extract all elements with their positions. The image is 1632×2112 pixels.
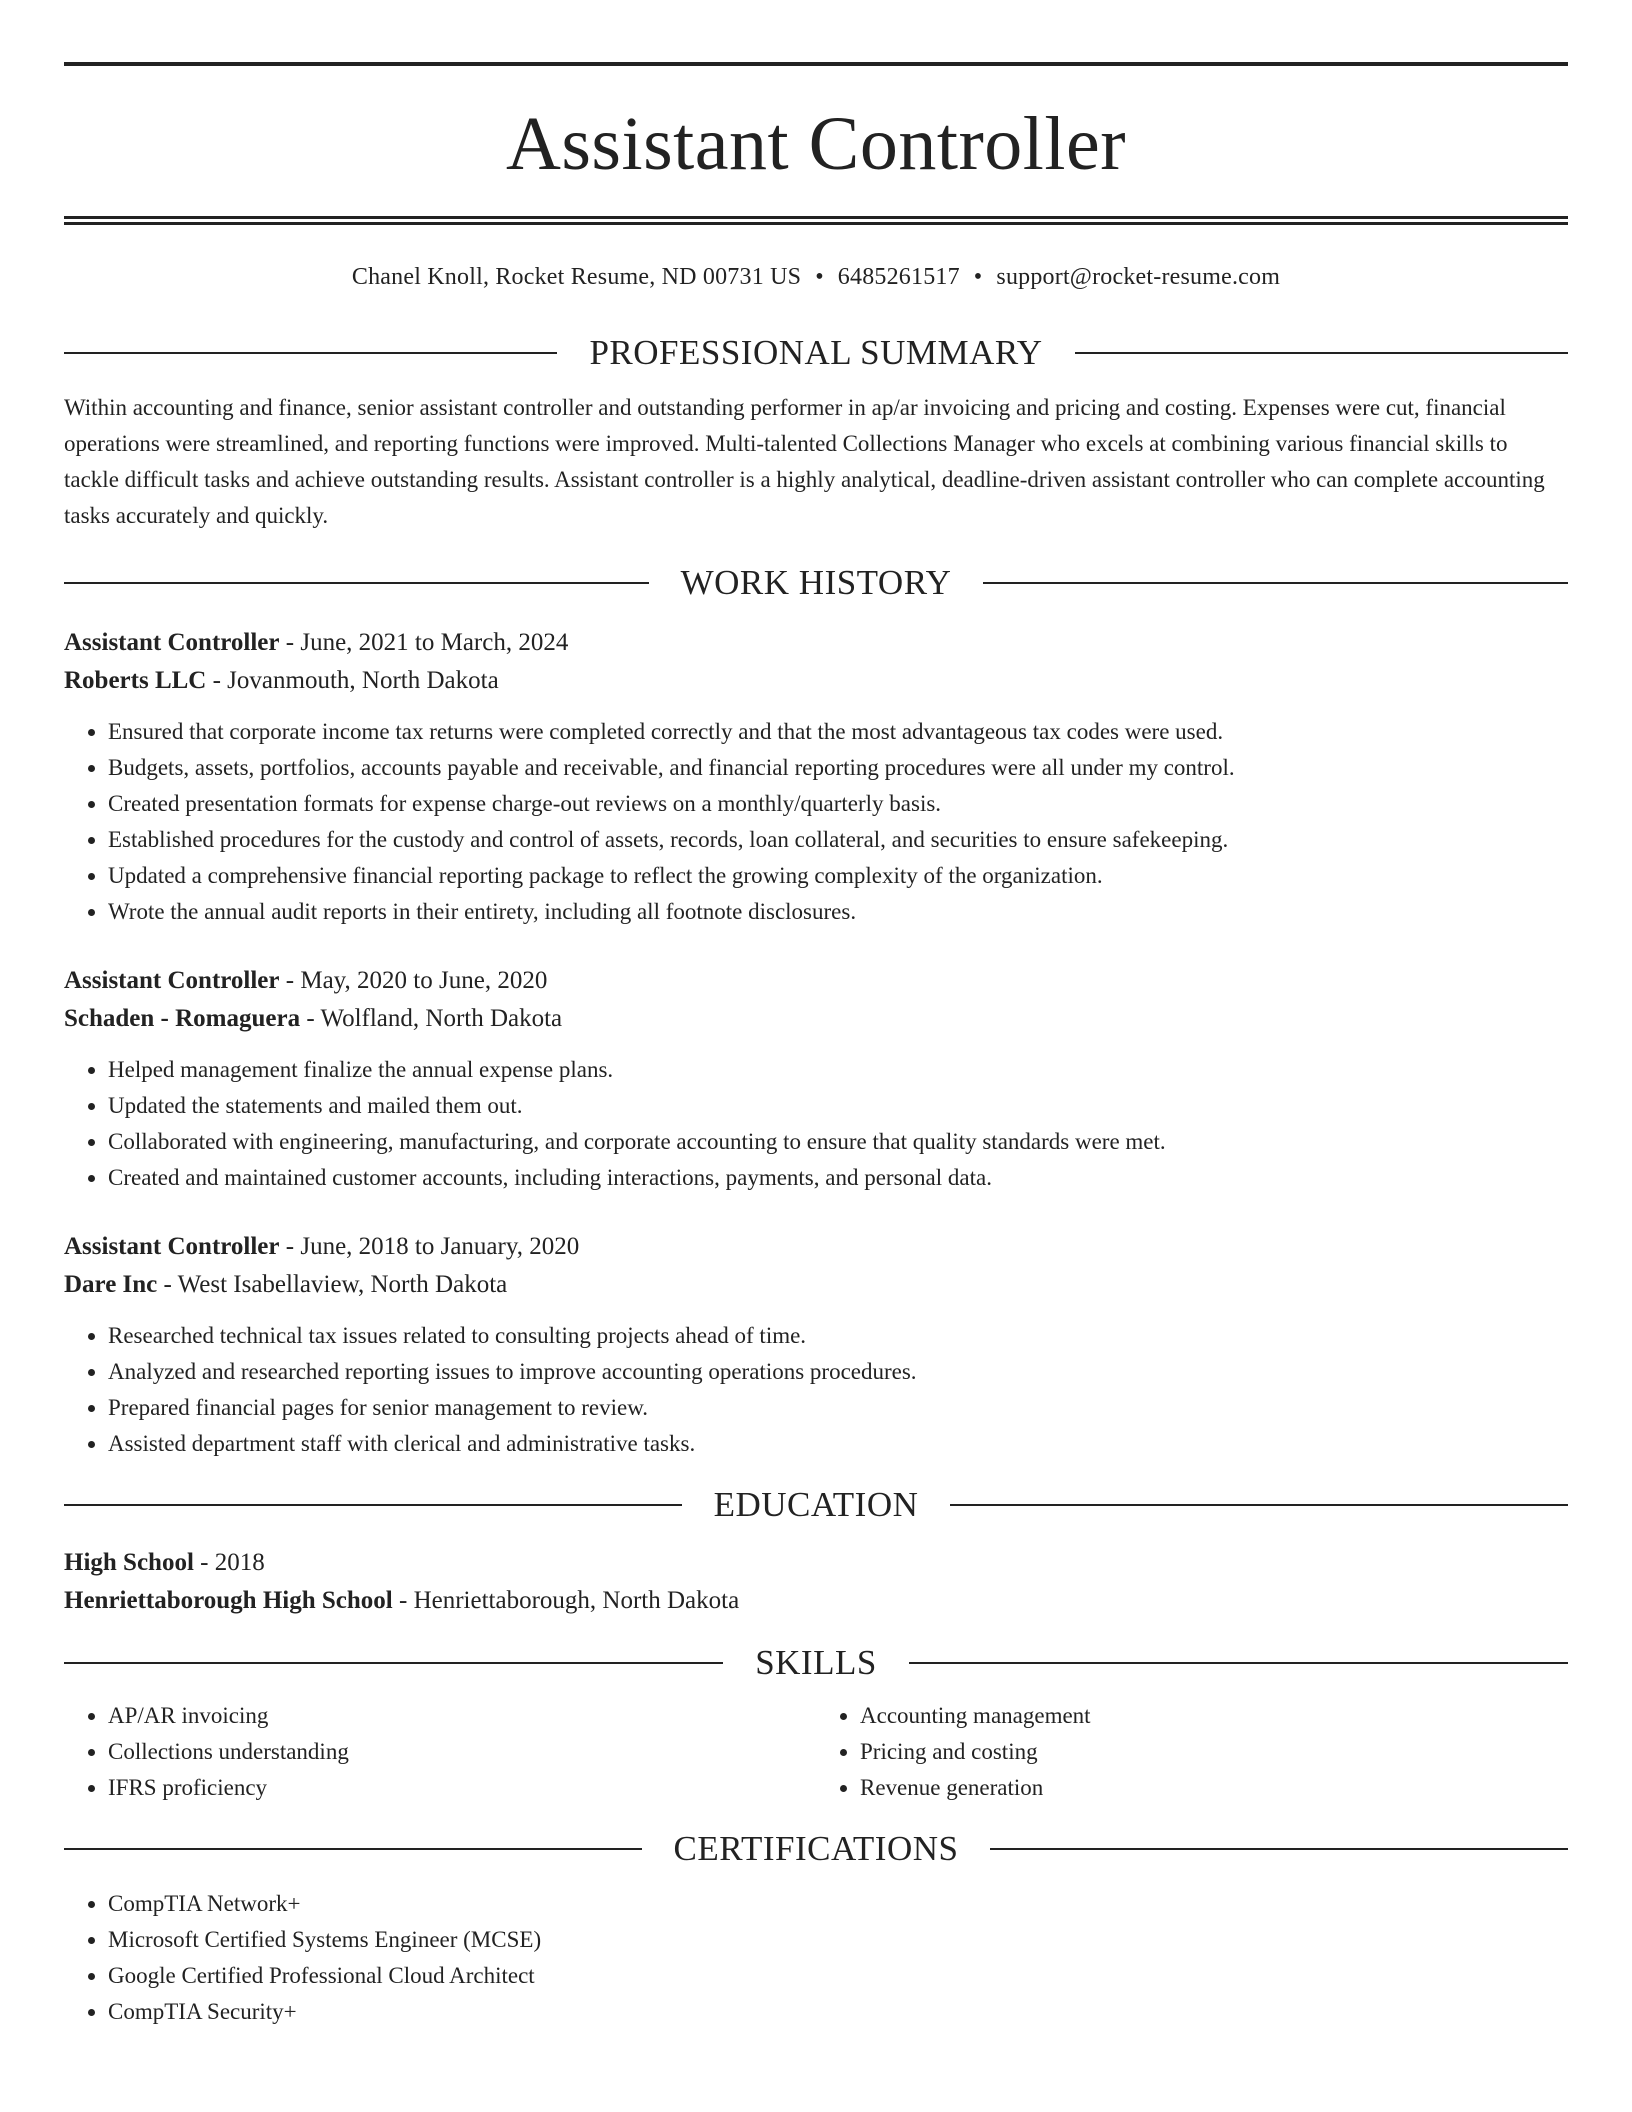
job-company: Schaden - Romaguera <box>64 1004 301 1032</box>
job-dates: - May, 2020 to June, 2020 <box>279 966 548 994</box>
job-bullets <box>64 1052 1568 1196</box>
skills-column-right <box>816 1698 1568 1806</box>
skill-item: • IFRS proficiency <box>108 1770 816 1806</box>
education-location: - Henriettaborough, North Dakota <box>392 1586 740 1614</box>
education-degree: High School <box>64 1548 194 1576</box>
education-degree-line <box>64 1544 1568 1582</box>
job-bullets <box>64 714 1568 930</box>
job-bullet: • Budgets, assets, portfolios, accounts payable and receivable, and financial reporting procedures were all under my control. <box>108 750 1568 786</box>
contact-line <box>64 263 1568 292</box>
contact-email: support@rocket-resume.com <box>996 264 1281 290</box>
job-company-line <box>64 1266 1568 1304</box>
job-dates: - June, 2021 to March, 2024 <box>279 628 569 656</box>
education-year: - 2018 <box>193 1548 265 1576</box>
certification-item: • CompTIA Network+ <box>108 1886 1568 1922</box>
job-location: - Wolfland, North Dakota <box>300 1004 563 1032</box>
summary-text: Within accounting and finance, senior assistant controller and outstanding performer in ap/ar invoicing and pricing and costing. Expenses were cut, financial operations were streamlined, and reporting functions were improved. Multi-talented Collections Manager who excels at combining various financial skills to tackle difficult tasks and achieve outstanding results. Assistant controller is a highly analytical, deadline-driven assistant controller who can complete accounting tasks accurately and quickly. <box>64 394 1545 528</box>
skill-item: • Revenue generation <box>860 1770 1568 1806</box>
resume-title: Assistant Controller <box>505 102 1127 186</box>
job-company: Roberts LLC <box>64 666 207 694</box>
job-title: Assistant Controller <box>64 966 280 994</box>
job-company: Dare Inc <box>64 1270 158 1298</box>
job-title-line <box>64 624 1568 662</box>
job-bullet: • Created presentation formats for expense charge-out reviews on a monthly/quarterly basis. <box>108 786 1568 822</box>
job-bullet: • Updated a comprehensive financial reporting package to reflect the growing complexity of the organization. <box>108 858 1568 894</box>
job-company-line <box>64 662 1568 700</box>
skill-item: • Pricing and costing <box>860 1734 1568 1770</box>
job-bullet: • Updated the statements and mailed them out. <box>108 1088 1568 1124</box>
job-bullet: • Helped management finalize the annual expense plans. <box>108 1052 1568 1088</box>
job-title: Assistant Controller <box>64 628 280 656</box>
job-title-line <box>64 1228 1568 1266</box>
job-title: Assistant Controller <box>64 1232 280 1260</box>
job-bullet: • Assisted department staff with clerical and administrative tasks. <box>108 1426 1568 1462</box>
certification-item: • Microsoft Certified Systems Engineer (MCSE) <box>108 1922 1568 1958</box>
contact-phone: 6485261517 <box>837 264 960 290</box>
summary-heading: PROFESSIONAL SUMMARY <box>64 332 1568 374</box>
job-entry <box>64 624 1568 930</box>
job-entry <box>64 962 1568 1196</box>
job-location: - West Isabellaview, North Dakota <box>157 1270 508 1298</box>
contact-separator: • <box>973 264 983 290</box>
job-dates: - June, 2018 to January, 2020 <box>279 1232 580 1260</box>
job-bullet: • Ensured that corporate income tax returns were completed correctly and that the most advantageous tax codes were used. <box>108 714 1568 750</box>
education-heading: EDUCATION <box>64 1484 1568 1526</box>
certifications-list <box>64 1886 1568 2030</box>
skill-item: • AP/AR invoicing <box>108 1698 816 1734</box>
contact-address: Chanel Knoll, Rocket Resume, ND 00731 US <box>351 264 802 290</box>
skills-heading: SKILLS <box>64 1642 1568 1684</box>
certifications-heading: CERTIFICATIONS <box>64 1828 1568 1870</box>
skills-grid <box>64 1698 1568 1806</box>
job-title-line <box>64 962 1568 1000</box>
skill-item: • Collections understanding <box>108 1734 816 1770</box>
title-double-rule <box>64 216 1568 225</box>
certification-item: • CompTIA Security+ <box>108 1994 1568 2030</box>
job-bullet: • Prepared financial pages for senior management to review. <box>108 1390 1568 1426</box>
job-bullet: • Created and maintained customer accounts, including interactions, payments, and personal data. <box>108 1160 1568 1196</box>
contact-separator: • <box>815 264 824 290</box>
job-location: - Jovanmouth, North Dakota <box>206 666 499 694</box>
education-school-line <box>64 1582 1568 1620</box>
job-bullets <box>64 1318 1568 1462</box>
skill-item: • Accounting management <box>860 1698 1568 1734</box>
job-bullet: • Researched technical tax issues related to consulting projects ahead of time. <box>108 1318 1568 1354</box>
job-bullet: • Collaborated with engineering, manufacturing, and corporate accounting to ensure that quality standards were met. <box>108 1124 1568 1160</box>
work-history-heading: WORK HISTORY <box>64 562 1568 604</box>
job-company-line <box>64 1000 1568 1038</box>
job-bullet: • Wrote the annual audit reports in their entirety, including all footnote disclosures. <box>108 894 1568 930</box>
job-bullet: • Analyzed and researched reporting issues to improve accounting operations procedures. <box>108 1354 1568 1390</box>
job-bullet: • Established procedures for the custody and control of assets, records, loan collateral, and securities to ensure safekeeping. <box>108 822 1568 858</box>
skills-column-left <box>64 1698 816 1806</box>
education-entry <box>64 1544 1568 1620</box>
education-school: Henriettaborough High School <box>64 1586 393 1614</box>
certification-item: • Google Certified Professional Cloud Architect <box>108 1958 1568 1994</box>
job-entry <box>64 1228 1568 1462</box>
